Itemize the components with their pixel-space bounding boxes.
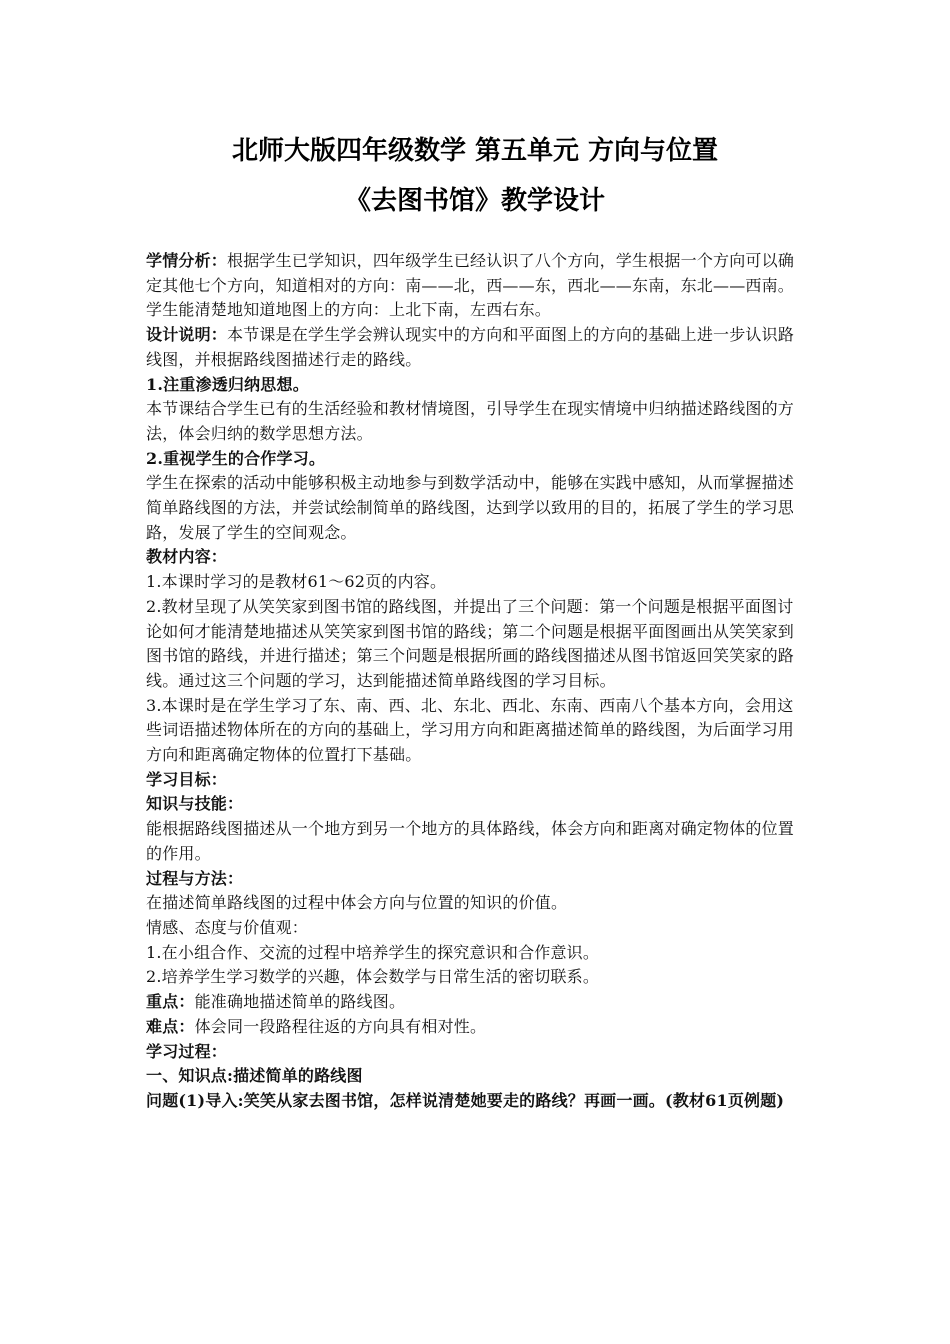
document-title-line2: 《去图书馆》教学设计 <box>344 186 605 216</box>
jiaocai-heading: 教材内容： <box>146 547 228 567</box>
point2-text: 学生在探索的活动中能够积极主动地参与到数学活动中，能够在实践中感知，从而掌握描述简单路线图的方法，并尝试绘制简单的路线图，达到学以致用的目的，拓展了学生的学习思路，发展了学生的空间观念。 <box>146 473 795 542</box>
guocheng-label: 过程与方法： <box>146 868 244 888</box>
qinggan-item-2: 2.培养学生学习数学的兴趣，体会数学与日常生活的密切联系。 <box>146 967 600 987</box>
zhongdian-label: 重点： <box>146 992 195 1012</box>
point1-text: 本节课结合学生已有的生活经验和教材情境图，引导学生在现实情境中归纳描述路线图的方法，体会归纳的数学思想方法。 <box>146 399 795 443</box>
guocheng-text: 在描述简单路线图的过程中体会方向与位置的知识的价值。 <box>146 893 568 913</box>
nandian-label: 难点： <box>146 1016 195 1036</box>
mubiao-heading: 学习目标： <box>146 769 228 789</box>
jiaocai-item-1: 1.本课时学习的是教材61～62页的内容。 <box>146 572 447 592</box>
zhongdian-text: 能准确地描述简单的路线图。 <box>194 992 406 1012</box>
question-1: 问题(1)导入:笑笑从家去图书馆，怎样说清楚她要走的路线？再画一画。(教材61页例题) <box>146 1090 785 1110</box>
guocheng-heading: 学习过程： <box>146 1041 228 1061</box>
document-title-line1: 北师大版四年级数学 第五单元 方向与位置 <box>231 136 719 166</box>
xueqing-paragraph <box>146 249 806 323</box>
nandian-paragraph <box>146 1015 806 1040</box>
sheji-text: 本节课是在学生学会辨认现实中的方向和平面图上的方向的基础上进一步认识路线图，并根据路线图描述行走的路线。 <box>146 325 795 369</box>
xueqing-label: 学情分析： <box>146 251 228 270</box>
point1-heading: 1.注重渗透归纳思想。 <box>146 374 309 394</box>
point2-heading: 2.重视学生的合作学习。 <box>146 448 326 468</box>
zhongdian-paragraph <box>146 990 806 1015</box>
sheji-label: 设计说明： <box>146 325 228 345</box>
qinggan-item-1: 1.在小组合作、交流的过程中培养学生的探究意识和合作意识。 <box>146 942 600 962</box>
jiaocai-item-3: 3.本课时是在学生学习了东、南、西、北、东北、西北、东南、西南八个基本方向，会用这些词语描述物体所在的方向的基础上，学习用方向和距离描述简单的路线图，为后面学习用方向和距离确定物体的位置打下基础。 <box>146 695 795 765</box>
sheji-paragraph <box>146 323 806 372</box>
zhishi-label: 知识与技能： <box>146 794 244 814</box>
jiaocai-item-2: 2.教材呈现了从笑笑家到图书馆的路线图，并提出了三个问题：第一个问题是根据平面图讨论如何才能清楚地描述从笑笑家到图书馆的路线；第二个问题是根据平面图画出从笑笑家到图书馆的路线，并进行描述；第三个问题是根据所画的路线图描述从图书馆返回笑笑家的路线。通过这三个问题的学习，达到能描述简单路线图的学习目标。 <box>146 596 795 690</box>
qinggan-label: 情感、态度与价值观： <box>146 917 309 937</box>
zhishi-text: 能根据路线图描述从一个地方到另一个地方的具体路线，体会方向和距离对确定物体的位置的作用。 <box>146 819 795 863</box>
section-1-heading: 一、知识点:描述简单的路线图 <box>146 1066 363 1086</box>
nandian-text: 体会同一段路程往返的方向具有相对性。 <box>194 1016 487 1036</box>
xueqing-text: 根据学生已学知识，四年级学生已经认识了八个方向，学生根据一个方向可以确定其他七个方向，知道相对的方向：南——北，西——东，西北——东南，东北——西南。学生能清楚地知道地图上的方向：上北下南，左西右东。 <box>146 251 795 320</box>
document-body <box>146 249 806 1114</box>
